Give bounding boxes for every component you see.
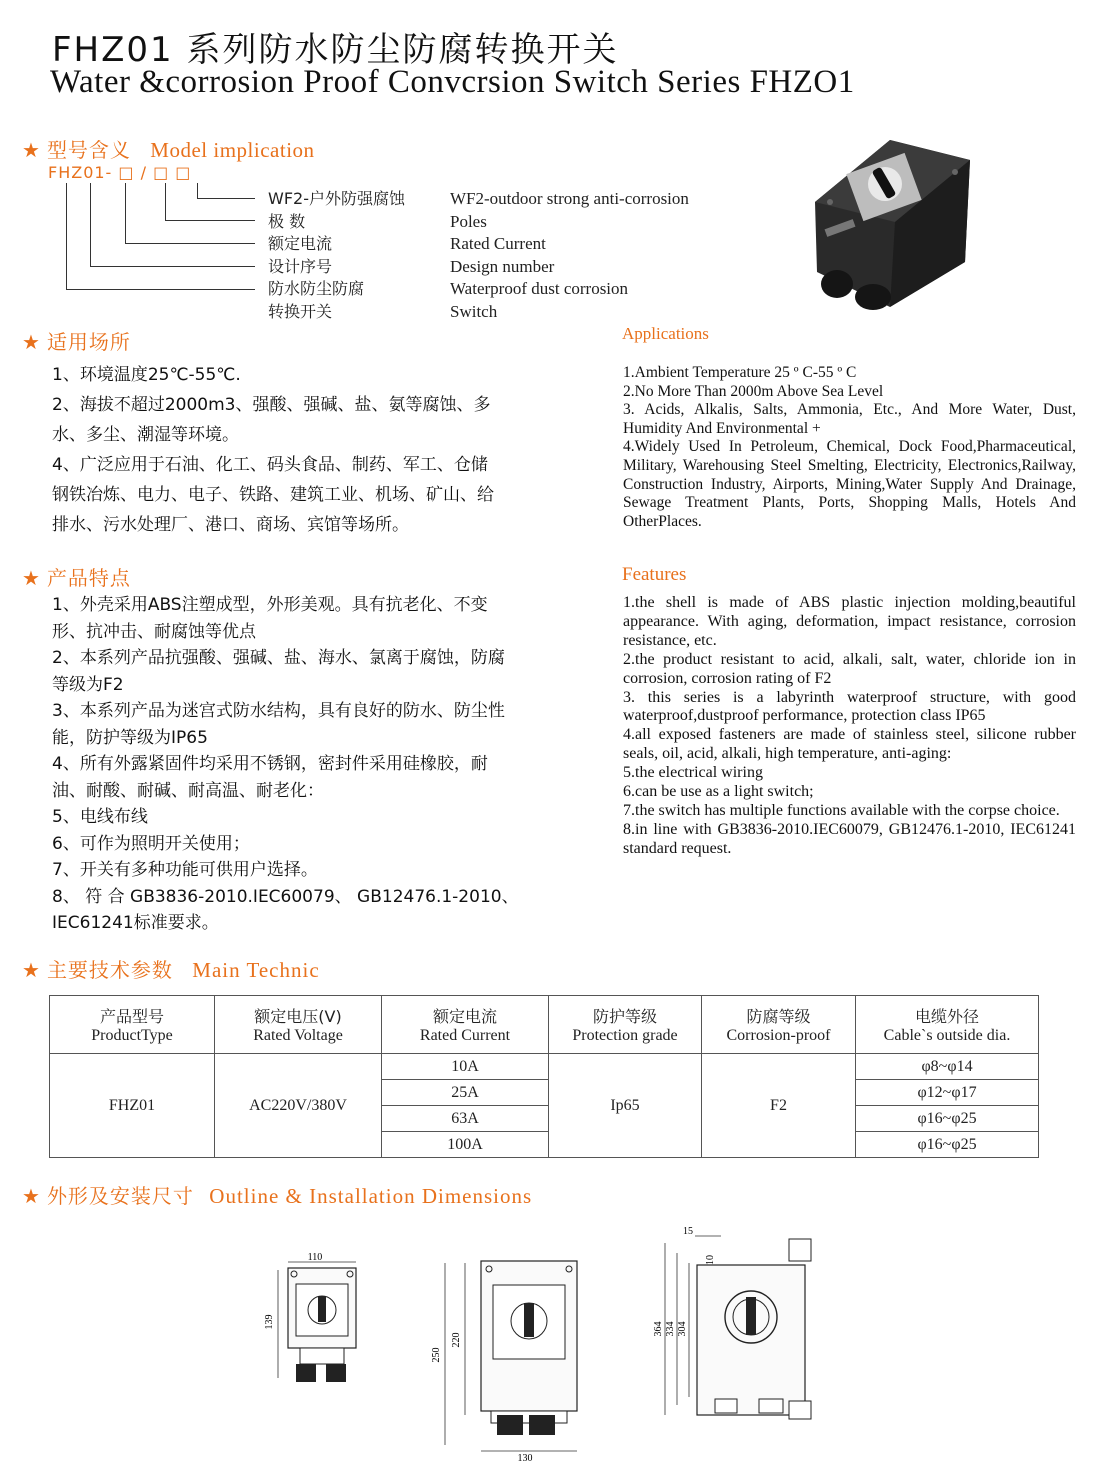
current-cell: 10A: [382, 1054, 549, 1080]
features-heading-en: Features: [622, 564, 687, 585]
model-item-cn: 额定电流: [268, 234, 333, 253]
model-heading-en: Model implication: [150, 138, 315, 162]
text-line: 1、环境温度25℃-55℃.: [52, 365, 241, 385]
star-icon: ★: [22, 1184, 41, 1208]
spec-table: [49, 995, 1039, 1158]
outline-heading-cn: 外形及安装尺寸: [46, 1184, 194, 1208]
model-item-en: Waterproof dust corrosion: [450, 279, 629, 298]
applications-en: [623, 364, 1076, 531]
applications-cn: [52, 360, 582, 540]
dim-label: 364: [653, 1321, 664, 1337]
dim-label: 304: [677, 1321, 688, 1337]
technic-heading: [22, 954, 320, 983]
outline-drawing-large: [655, 1225, 830, 1425]
text-line: 3、本系列产品为迷宫式防水结构，具有良好的防水、防尘性: [52, 701, 505, 721]
cable-cell: φ16~φ25: [856, 1106, 1039, 1132]
model-heading-cn: 型号含义: [46, 138, 131, 162]
technic-heading-en: Main Technic: [192, 958, 320, 982]
technic-heading-cn: 主要技术参数: [46, 958, 173, 982]
dim-label: 110: [307, 1252, 323, 1263]
text-line: 钢铁冶炼、电力、电子、铁路、建筑工业、机场、矿山、给: [52, 485, 494, 505]
text-line: 1.the shell is made of ABS plastic injection molding,beautiful appearance. With aging, deformation, impact resistance, corrosion resistance, etc.: [623, 594, 1076, 649]
model-item-en: Rated Current: [450, 234, 546, 253]
dim-label: 10: [705, 1255, 716, 1265]
model-item-en: Switch: [450, 301, 498, 321]
corrosion-cell: F2: [702, 1054, 856, 1158]
dim-label: 250: [431, 1347, 442, 1363]
model-item-cn: 防水防尘防腐: [268, 279, 365, 298]
dim-label: 130: [517, 1453, 533, 1464]
voltage-cell: AC220V/380V: [215, 1054, 382, 1158]
dim-label: 139: [264, 1314, 275, 1330]
header-cell: 防护等级 Protection grade: [549, 996, 702, 1054]
text-line: 2、本系列产品抗强酸、强碱、盐、海水、氯离于腐蚀，防腐: [52, 648, 505, 668]
text-line: 4、所有外露紧固件均采用不锈钢，密封件采用硅橡胶，耐: [52, 754, 488, 774]
cable-cell: φ12~φ17: [856, 1080, 1039, 1106]
model-code: FHZ01- □ / □ □: [48, 163, 192, 182]
product-photo: [795, 112, 995, 312]
table-header-row: [50, 996, 1039, 1054]
header-cell: 额定电流 Rated Current: [382, 996, 549, 1054]
text-line: 排水、污水处理厂、港口、商场、宾馆等场所。: [52, 515, 409, 535]
text-line: 5.the electrical wiring: [623, 764, 763, 782]
header-cell: 额定电压(V) Rated Voltage: [215, 996, 382, 1054]
text-line: 6、可作为照明开关使用；: [52, 833, 250, 854]
current-cell: 100A: [382, 1132, 549, 1158]
model-item-cn: 设计序号: [268, 256, 333, 276]
text-line: 7.the switch has multiple functions available with the corpse choice.: [623, 801, 1060, 819]
text-line: 2.No More Than 2000m Above Sea Level: [623, 382, 884, 400]
header-cell: 电缆外径 Cable`s outside dia.: [856, 996, 1039, 1054]
text-line: 1.Ambient Temperature 25 º C-55 º C: [623, 364, 857, 381]
applications-heading-en: Applications: [622, 324, 709, 343]
header-cell: 产品型号 ProductType: [50, 996, 215, 1054]
outline-heading-en: Outline & Installation Dimensions: [209, 1184, 533, 1208]
outline-drawing-medium: [425, 1255, 595, 1470]
outline-drawing-small: [260, 1248, 380, 1398]
cable-cell: φ16~φ25: [856, 1132, 1039, 1158]
text-line: 5、电线布线: [52, 807, 148, 827]
model-item-cn: 极 数: [268, 211, 306, 231]
text-line: 4、广泛应用于石油、化工、码头食品、制药、军工、仓储: [52, 455, 488, 475]
text-line: 8.in line with GB3836-2010.IEC60079, GB12476.1-2010, IEC61241 standard request.: [623, 820, 1076, 857]
features-en: [623, 594, 1076, 859]
text-line: 等级为F2: [52, 674, 124, 695]
model-item-en: Poles: [450, 211, 487, 231]
text-line: 8、 符 合 GB3836-2010.IEC60079、 GB12476.1-2010、: [52, 886, 519, 907]
model-item-cn: WF2-户外防强腐蚀: [268, 189, 405, 208]
text-line: 4.all exposed fasteners are made of stainless steel, silicone rubber seals, oil, acid, alkali, high temperature, anti-aging:: [623, 726, 1076, 763]
dim-label: 220: [451, 1332, 462, 1348]
star-icon: ★: [22, 330, 41, 354]
text-line: 6.can be use as a light switch;: [623, 783, 814, 801]
model-item-cn: 转换开关: [268, 301, 333, 321]
text-line: 3. this series is a labyrinth waterproof structure, with good waterproof,dustproof performance, protection class IP65: [623, 688, 1076, 725]
text-line: 2、海拔不超过2000m3、强酸、强碱、盐、氨等腐蚀、多: [52, 395, 491, 415]
current-cell: 25A: [382, 1080, 549, 1106]
dim-label: 15: [683, 1226, 693, 1237]
applications-heading: [22, 326, 131, 355]
table-row: [50, 1054, 1039, 1080]
current-cell: 63A: [382, 1106, 549, 1132]
text-line: 形、抗冲击、耐腐蚀等优点: [52, 621, 256, 642]
protection-cell: Ip65: [549, 1054, 702, 1158]
dim-label: 334: [665, 1321, 676, 1337]
header-cell: 防腐等级 Corrosion-proof: [702, 996, 856, 1054]
model-heading: [22, 134, 315, 163]
page-title-cn: FHZ01 系列防水防尘防腐转换开关: [52, 30, 619, 70]
star-icon: ★: [22, 566, 41, 590]
text-line: 4.Widely Used In Petroleum, Chemical, Dock Food,Pharmaceutical, Military, Warehousing Steel Smelting, Electricity, Electronics,Railway, Construction Industry, Airports, Mining,Water Supply And Drainage, Sewage Treatment Plants, Ports, Shopping Malls, Hotels And OtherPlaces.: [623, 438, 1076, 530]
product-cell: FHZ01: [50, 1054, 215, 1158]
page-title-en: Water &corrosion Proof Convcrsion Switch Series FHZO1: [50, 64, 855, 100]
outline-heading: [22, 1180, 532, 1209]
text-line: 水、多尘、潮湿等环境。: [52, 425, 239, 445]
model-item-en: WF2-outdoor strong anti-corrosion: [450, 189, 689, 208]
cable-cell: φ8~φ14: [856, 1054, 1039, 1080]
text-line: 能，防护等级为IP65: [52, 727, 208, 748]
model-items-en: [450, 188, 689, 323]
features-cn: [52, 592, 582, 937]
text-line: 3. Acids, Alkalis, Salts, Ammonia, Etc., And More Water, Dust, Humidity And Environmental +: [623, 401, 1076, 437]
star-icon: ★: [22, 958, 41, 982]
star-icon: ★: [22, 138, 41, 162]
text-line: 1、外壳采用ABS注塑成型，外形美观。具有抗老化、不变: [52, 595, 488, 615]
text-line: 2.the product resistant to acid, alkali, salt, water, chloride ion in corrosion, corrosion rating of F2: [623, 650, 1076, 687]
features-heading-cn: 产品特点: [46, 566, 131, 590]
features-heading: [22, 562, 131, 591]
model-items-cn: [268, 188, 405, 323]
applications-heading-cn: 适用场所: [46, 330, 131, 354]
text-line: 油、耐酸、耐碱、耐高温、耐老化：: [52, 780, 324, 801]
model-item-en: Design number: [450, 256, 555, 276]
text-line: IEC61241标准要求。: [52, 913, 219, 933]
text-line: 7、开关有多种功能可供用户选择。: [52, 860, 318, 880]
